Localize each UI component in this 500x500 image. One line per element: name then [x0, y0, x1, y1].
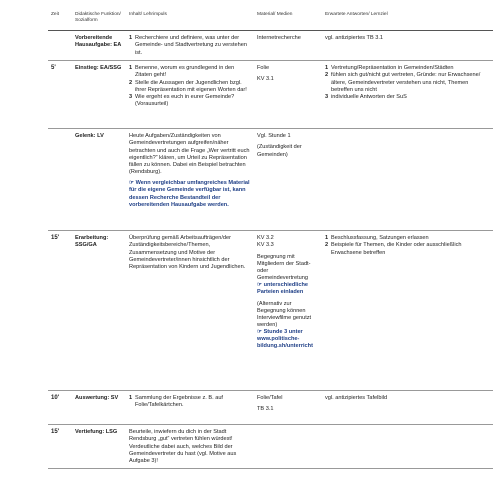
item-number: 1: [129, 395, 133, 402]
material-hint: ☞ Stunde 3 unter www.politische-bildung.sh/unterricht: [257, 329, 313, 350]
header-material: Material/ Medien: [257, 12, 293, 17]
header-expected: Erwartete Antworten/ Lernziel: [325, 12, 388, 17]
item-number: 2: [325, 72, 329, 79]
item-number: 2: [325, 242, 329, 249]
list-item: [325, 235, 490, 242]
item-text: Wie ergeht es euch in eurer Gemeinde? (Vorausurteil): [135, 93, 235, 108]
material-line: Folie: [257, 65, 270, 72]
item-text: Stelle die Aussagen der Jugendlichen bzgl. ihrer Repräsentation mit eigenen Worten dar!: [135, 79, 247, 93]
item-text: individuelle Antworten der SuS: [331, 93, 407, 100]
expected-cell: [322, 61, 493, 129]
expected-text: vgl. antizipiertes TB 3.1: [325, 35, 384, 42]
material-line: KV 3.1: [257, 76, 274, 83]
item-number: 1: [129, 65, 133, 72]
table-row: [48, 61, 493, 129]
material-cell: [254, 391, 322, 425]
expected-cell: [322, 231, 493, 391]
item-number: 2: [129, 79, 133, 86]
list-item: [325, 72, 490, 93]
expected-cell: [322, 129, 493, 231]
header-phase: Didaktische Funktion/ Sozialform: [75, 12, 121, 24]
teacher-hint: ☞ Wenn vergleichbar umfangreiches Material für die eigene Gemeinde verfügbar ist, kann dessen Recherche Bestandteil der vorbereitenden Hausaufgabe werden.: [129, 180, 250, 208]
content-cell: [126, 61, 254, 129]
phase-cell: Erarbeitung: SSG/GA: [75, 235, 109, 249]
item-number: 1: [129, 35, 133, 42]
item-text: Recherchiere und definiere, was unter der Gemeinde- und Stadtvertretung zu verstehen ist.: [135, 35, 247, 56]
item-text: Vertretung/Repräsentation in Gemeinden/Städten: [331, 65, 454, 72]
list-item: [129, 94, 251, 108]
material-cell: [254, 61, 322, 129]
list-item: [129, 35, 251, 56]
expected-cell: [322, 31, 493, 61]
item-number: 3: [129, 93, 133, 100]
table-header-row: [48, 8, 493, 31]
content-cell: [126, 391, 254, 425]
material-hint: ☞ unterschiedliche Parteien einladen: [257, 282, 309, 296]
lesson-plan-table: [48, 8, 493, 469]
list-item: [325, 242, 490, 256]
table-row: [48, 231, 493, 391]
list-item: [325, 65, 490, 72]
item-text: fühlen sich gut/nicht gut vertreten, Gründe: nur Erwachsene/ältere, Gemeindevertreter verstehen uns nicht, Themen betreffen uns nicht: [331, 72, 481, 93]
table-row: [48, 425, 493, 469]
phase-cell: Auswertung: SV: [75, 395, 119, 402]
item-text: Beispiele für Themen, die Kinder oder ausschließlich Erwachsene betreffen: [331, 242, 462, 256]
content-cell: [126, 231, 254, 391]
phase-cell: Vorbereitende Hausaufgabe: EA: [75, 35, 122, 49]
content-cell: [126, 129, 254, 231]
phase-cell: Vertiefung: LSG: [75, 429, 118, 436]
content-cell: [126, 31, 254, 61]
item-text: Beschlussfassung, Satzungen erlassen: [331, 235, 429, 242]
list-item: [129, 65, 251, 79]
header-content: Inhalt/ Lehrimpuls: [129, 12, 167, 17]
material-cell: [254, 231, 322, 391]
phase-cell: Einstieg: EA/SSG: [75, 65, 122, 72]
content-paragraph: Beurteile, inwiefern du dich in der Stadt Rendsburg „gut“ vertreten fühlen würdest! Verdeutliche dabei auch, welches Bild der Gemeindevertreter du hast (vgl. Motive aus Aufgabe 3)!: [129, 429, 237, 464]
material-line: Vgl. Stunde 1: [257, 133, 291, 140]
material-line: Begegnung mit Mitgliedern der Stadt- oder Gemeindevertretung: [257, 253, 311, 282]
material-cell: [254, 129, 322, 231]
content-paragraph: Überprüfung gemäß Arbeitsaufträgen/der Zuständigkeitsbereiche/Themen, Zusammensetzung und Motive der Gemeindevertreter/innen hinsichtlich der Repräsentation von Kindern und Jugendlichen.: [129, 235, 246, 270]
material-line: TB 3.1: [257, 406, 274, 413]
content-paragraph: Heute Aufgaben/Zuständigkeiten von Gemeindevertretungen aufgreifen/näher betrachten und auch die Frage „Wer vertritt euch eigentlich?“ klären, um Urteil zu Repräsentation fällen zu können. Dabei ein Beispiel betrachten (Rendsburg).: [129, 133, 250, 176]
time-cell: [48, 129, 72, 231]
time-cell: 10': [51, 395, 60, 402]
table-row: [48, 31, 493, 61]
expected-cell: [322, 391, 493, 425]
time-cell: [48, 31, 72, 61]
expected-text: vgl. antizipiertes Tafelbild: [325, 395, 388, 402]
item-number: 1: [325, 235, 329, 242]
material-line: KV 3.2: [257, 235, 274, 242]
list-item: [129, 80, 251, 94]
time-cell: 15': [51, 429, 60, 436]
time-cell: 15': [51, 235, 60, 242]
material-line: Internetrecherche: [257, 35, 301, 42]
content-cell: [126, 425, 254, 469]
table-row: [48, 391, 493, 425]
material-line: (Zuständigkeit der Gemeinden): [257, 144, 302, 158]
list-item: [325, 94, 490, 101]
material-line: Folie/Tafel: [257, 395, 283, 402]
item-text: Benenne, worum es grundlegend in den Zitaten geht!: [135, 65, 235, 79]
material-cell: [254, 425, 322, 469]
item-text: Sammlung der Ergebnisse z. B. auf Folie/Tafelkärtchen.: [135, 395, 223, 409]
material-line: KV 3.3: [257, 242, 274, 249]
time-cell: 5': [51, 65, 56, 72]
phase-cell: Gelenk: LV: [75, 133, 104, 140]
table-row: [48, 129, 493, 231]
list-item: [129, 395, 251, 409]
material-cell: [254, 31, 322, 61]
expected-cell: [322, 425, 493, 469]
material-line: (Alternativ zur Begegnung können Interviewfilme genutzt werden): [257, 300, 312, 328]
item-number: 3: [325, 93, 329, 100]
header-time: Zeit: [51, 12, 59, 17]
item-number: 1: [325, 65, 329, 72]
